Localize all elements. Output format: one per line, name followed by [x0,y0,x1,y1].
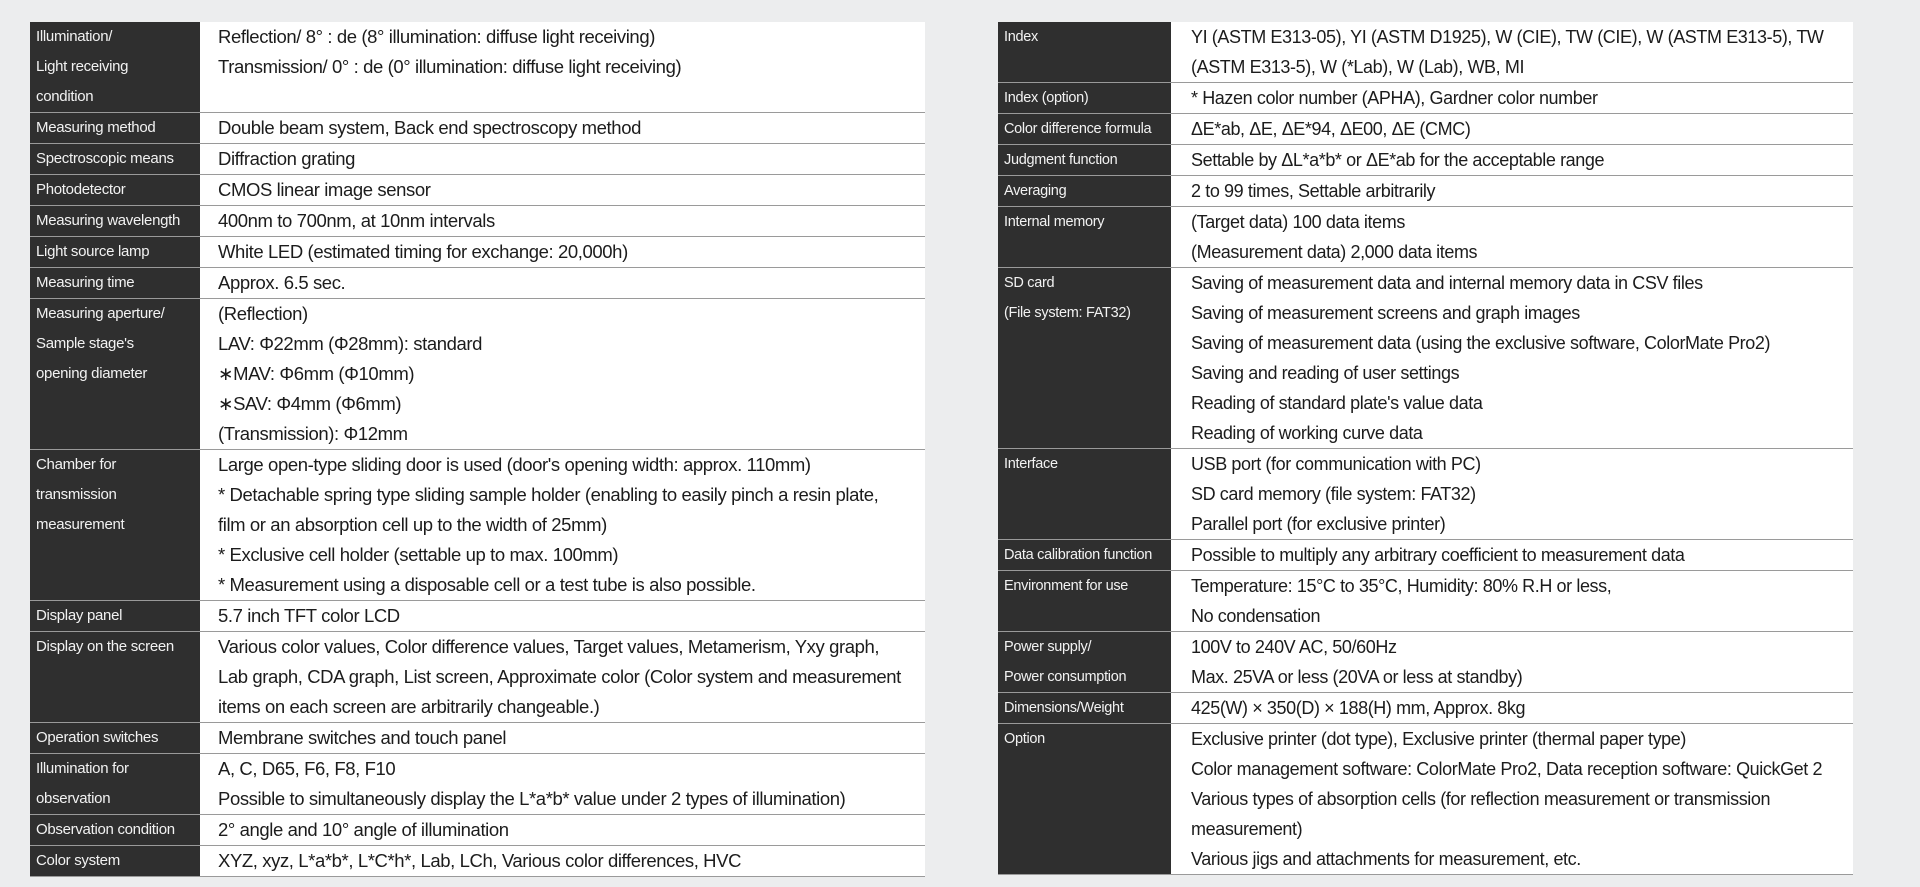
spec-value-line: items on each screen are arbitrarily changeable.) [218,696,600,717]
spec-row [30,299,925,450]
spec-label-line: Index (option) [1004,90,1089,106]
spec-label [30,846,200,877]
spec-row [30,846,925,877]
spec-row [998,22,1853,83]
spec-label-line: Power supply/ [1004,639,1092,655]
spec-row [998,114,1853,145]
spec-value-line: * Detachable spring type sliding sample holder (enabling to easily pinch a resin plate, [218,484,879,505]
spec-label-line: Index [1004,29,1038,45]
spec-value-line: Saving of measurement data (using the exclusive software, ColorMate Pro2) [1191,333,1771,353]
spec-value [1171,724,1853,875]
spec-label [30,175,200,206]
spec-value-line: ∗SAV: Φ4mm (Φ6mm) [218,393,402,414]
spec-label-line [1004,418,1165,448]
spec-label [998,632,1171,693]
spec-value-line: Possible to multiply any arbitrary coefficient to measurement data [1191,545,1685,565]
spec-label-line [1004,844,1165,874]
spec-value [1171,176,1853,207]
spec-label [998,449,1171,540]
spec-row [30,206,925,237]
spec-label-line: Color difference formula [1004,121,1152,137]
spec-label [30,144,200,175]
spec-value-line: Parallel port (for exclusive printer) [1191,514,1446,534]
spec-value-line: Various types of absorption cells (for reflection measurement or transmission [1191,789,1771,809]
spec-row [998,145,1853,176]
spec-value [1171,449,1853,540]
spec-label [998,176,1171,207]
spec-label-line: Display panel [36,607,123,624]
spec-label-line: Observation condition [36,821,175,838]
spec-value [200,723,925,754]
spec-value-line: * Hazen color number (APHA), Gardner color number [1191,88,1598,108]
spec-value [200,175,925,206]
spec-value-line: XYZ, xyz, L*a*b*, L*C*h*, Lab, LCh, Various color differences, HVC [218,850,742,871]
spec-value-line: Saving of measurement data and internal memory data in CSV files [1191,273,1703,293]
spec-value-line: Various color values, Color difference values, Target values, Metamerism, Yxy graph, [218,636,880,657]
spec-value-line: 425(W) × 350(D) × 188(H) mm, Approx. 8kg [1191,698,1526,718]
spec-row [30,175,925,206]
spec-label [30,206,200,237]
spec-label-line: Illumination for [36,760,129,777]
left-spec-table [30,22,925,877]
spec-row [30,754,925,815]
spec-value-line: 400nm to 700nm, at 10nm intervals [218,210,495,231]
spec-label-line: Color system [36,852,120,869]
spec-label-line [1004,754,1165,784]
spec-value [200,601,925,632]
spec-label [998,540,1171,571]
spec-label-line: transmission [36,486,117,503]
spec-label-line: Photodetector [36,181,126,198]
spec-value-line: Reading of standard plate's value data [1191,393,1483,413]
spec-label [30,815,200,846]
spec-value-line: White LED (estimated timing for exchange: 20,000h) [218,241,628,262]
spec-value-line: (Transmission): Φ12mm [218,423,408,444]
spec-value [1171,83,1853,114]
spec-label-line: Interface [1004,456,1058,472]
spec-value [200,237,925,268]
spec-label [998,693,1171,724]
spec-value-line: (Reflection) [218,303,308,324]
spec-value [1171,632,1853,693]
spec-value-line: LAV: Φ22mm (Φ28mm): standard [218,333,483,354]
spec-row [30,144,925,175]
spec-value-line: measurement) [1191,819,1303,839]
spec-value [200,846,925,877]
spec-row [998,693,1853,724]
spec-value-line: CMOS linear image sensor [218,179,431,200]
spec-row [30,450,925,601]
spec-value-line: Large open-type sliding door is used (door's opening width: approx. 110mm) [218,454,811,475]
spec-label [998,571,1171,632]
spec-label-line: Measuring time [36,274,135,291]
spec-value [1171,268,1853,449]
spec-row [998,724,1853,875]
spec-value-line: Reading of working curve data [1191,423,1423,443]
spec-label-line: Judgment function [1004,152,1118,168]
spec-value [200,632,925,723]
spec-label [998,114,1171,145]
spec-label [30,632,200,723]
spec-value-line: 2° angle and 10° angle of illumination [218,819,509,840]
spec-label-line: Operation switches [36,729,159,746]
spec-row [30,601,925,632]
spec-value-line: Possible to simultaneously display the L*a*b* value under 2 types of illumination) [218,788,846,809]
spec-label-line: Option [1004,731,1045,747]
spec-label [30,754,200,815]
spec-value [200,113,925,144]
spec-value-line: Max. 25VA or less (20VA or less at standby) [1191,667,1523,687]
spec-value-line: No condensation [1191,606,1321,626]
spec-row [998,571,1853,632]
spec-row [998,449,1853,540]
spec-label-line: Measuring method [36,119,156,136]
spec-label-line: Averaging [1004,183,1067,199]
spec-value-line: USB port (for communication with PC) [1191,454,1481,474]
spec-value-line: Saving and reading of user settings [1191,363,1460,383]
spec-label-line: observation [36,790,111,807]
spec-label-line: Dimensions/Weight [1004,700,1124,716]
spec-value [1171,571,1853,632]
spec-label-line: Illumination/ [36,28,113,45]
spec-label [998,268,1171,449]
spec-value-line: Temperature: 15°C to 35°C, Humidity: 80% R.H or less, [1191,576,1612,596]
spec-value-line: (Measurement data) 2,000 data items [1191,242,1478,262]
spec-row [30,22,925,113]
spec-row [30,815,925,846]
spec-row [30,268,925,299]
spec-value-line: (ASTM E313-5), W (*Lab), W (Lab), WB, MI [1191,57,1525,77]
spec-row [998,83,1853,114]
spec-label-line: Light source lamp [36,243,150,260]
spec-label-line: opening diameter [36,365,148,382]
spec-label-line: SD card [1004,275,1055,291]
spec-label-line: (File system: FAT32) [1004,305,1131,321]
spec-value-line: A, C, D65, F6, F8, F10 [218,758,396,779]
spec-label-line [1004,52,1165,82]
spec-label [30,268,200,299]
spec-label-line [1004,509,1165,539]
spec-label-line: Display on the screen [36,638,174,655]
spec-label [998,207,1171,268]
spec-label-line [1004,479,1165,509]
spec-label-line: Light receiving [36,58,129,75]
spec-label [998,724,1171,875]
spec-value-line: YI (ASTM E313-05), YI (ASTM D1925), W (CIE), TW (CIE), W (ASTM E313-5), TW [1191,27,1824,47]
spec-label [30,22,200,113]
spec-value-line: Exclusive printer (dot type), Exclusive printer (thermal paper type) [1191,729,1687,749]
spec-label-line [1004,601,1165,631]
spec-value [200,144,925,175]
spec-label-line: Power consumption [1004,669,1127,685]
spec-value [1171,22,1853,83]
spec-label [30,601,200,632]
spec-value [200,299,925,450]
spec-value [200,22,925,113]
spec-value [200,815,925,846]
spec-row [30,723,925,754]
spec-value [200,754,925,815]
spec-value-line: ∗MAV: Φ6mm (Φ10mm) [218,363,415,384]
spec-label [30,450,200,601]
spec-value-line: Double beam system, Back end spectroscopy method [218,117,641,138]
spec-label-line: Measuring aperture/ [36,305,165,322]
spec-value [200,268,925,299]
spec-value-line: Lab graph, CDA graph, List screen, Approximate color (Color system and measurement [218,666,901,687]
spec-value-line: 100V to 240V AC, 50/60Hz [1191,637,1397,657]
spec-label-line [1004,388,1165,418]
spec-value-line: Settable by ΔL*a*b* or ΔE*ab for the acceptable range [1191,150,1605,170]
spec-row [998,540,1853,571]
spec-value-line: 2 to 99 times, Settable arbitrarily [1191,181,1436,201]
spec-value [1171,540,1853,571]
spec-label-line: Measuring wavelength [36,212,181,229]
spec-value [200,206,925,237]
spec-row [998,176,1853,207]
spec-value-line: Approx. 6.5 sec. [218,272,346,293]
spec-label [30,723,200,754]
spec-row [998,632,1853,693]
spec-label-line: condition [36,88,94,105]
spec-row [998,268,1853,449]
spec-value-line: Color management software: ColorMate Pro2, Data reception software: QuickGet 2 [1191,759,1823,779]
spec-value-line: Various jigs and attachments for measurement, etc. [1191,849,1581,869]
spec-value-line: Diffraction grating [218,148,356,169]
spec-value-line: Membrane switches and touch panel [218,727,507,748]
spec-value [1171,145,1853,176]
spec-label-line: Sample stage's [36,335,134,352]
spec-value-line: SD card memory (file system: FAT32) [1191,484,1476,504]
spec-label [998,145,1171,176]
spec-row [998,207,1853,268]
spec-value [1171,207,1853,268]
spec-value-line: Reflection/ 8° : de (8° illumination: diffuse light receiving) [218,26,655,47]
spec-label-line: Spectroscopic means [36,150,174,167]
spec-value-line: film or an absorption cell up to the width of 25mm) [218,514,607,535]
spec-label [30,113,200,144]
spec-value-line: Saving of measurement screens and graph images [1191,303,1580,323]
right-spec-table [998,22,1853,875]
spec-label-line: measurement [36,516,125,533]
spec-row [30,237,925,268]
spec-value [200,450,925,601]
spec-value-line: 5.7 inch TFT color LCD [218,605,400,626]
spec-label [30,237,200,268]
spec-label-line: Chamber for [36,456,117,473]
spec-value-line: * Exclusive cell holder (settable up to max. 100mm) [218,544,619,565]
spec-value-line: Transmission/ 0° : de (0° illumination: diffuse light receiving) [218,56,682,77]
spec-label [30,299,200,450]
spec-row [30,113,925,144]
spec-label-line: Internal memory [1004,214,1105,230]
spec-row [30,632,925,723]
spec-value-line: (Target data) 100 data items [1191,212,1405,232]
spec-value [1171,114,1853,145]
spec-value-line: ΔE*ab, ΔE, ΔE*94, ΔE00, ΔE (CMC) [1191,119,1471,139]
spec-label [998,83,1171,114]
spec-label-line [1004,328,1165,358]
spec-label [998,22,1171,83]
spec-value [1171,693,1853,724]
spec-label-line [1004,237,1165,267]
spec-label-line: Data calibration function [1004,547,1153,563]
spec-label-line [1004,814,1165,844]
spec-value-line: * Measurement using a disposable cell or a test tube is also possible. [218,574,756,595]
spec-label-line: Environment for use [1004,578,1129,594]
spec-label-line [1004,358,1165,388]
spec-label-line [1004,784,1165,814]
